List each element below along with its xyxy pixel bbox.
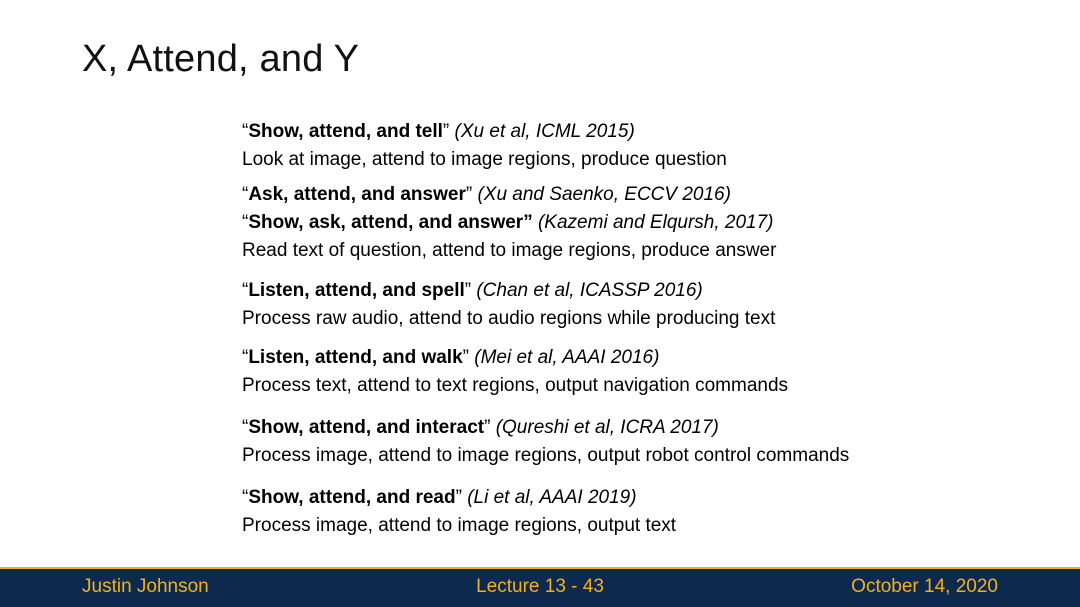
open-quote: “: [242, 184, 249, 205]
paper-description: Look at image, attend to image regions, produce question: [242, 149, 727, 170]
paper-heading: [242, 414, 849, 442]
open-quote: “: [242, 417, 249, 438]
paper-heading: [242, 118, 727, 146]
open-quote: “: [242, 121, 249, 142]
paper-entry: [242, 118, 727, 174]
paper-heading: [242, 181, 776, 209]
close-quote: ”: [462, 347, 469, 368]
paper-entry: [242, 181, 776, 265]
paper-name: Show, attend, and interact: [248, 417, 485, 438]
paper-description: Process raw audio, attend to audio regions while producing text: [242, 308, 776, 329]
paper-heading: [242, 344, 788, 372]
close-quote: ”: [484, 417, 491, 438]
paper-citation: (Kazemi and Elqursh, 2017): [537, 212, 774, 233]
open-quote: “: [242, 487, 249, 508]
footer-lecture: Lecture 13 - 43: [476, 576, 604, 597]
paper-description: Process image, attend to image regions, output robot control commands: [242, 445, 850, 466]
paper-name: Listen, attend, and spell: [248, 280, 465, 301]
paper-name: Ask, attend, and answer: [248, 184, 466, 205]
paper-heading: [242, 277, 775, 305]
paper-name: Listen, attend, and walk: [248, 347, 463, 368]
footer-date: October 14, 2020: [851, 576, 998, 597]
paper-name: Show, attend, and tell: [248, 121, 443, 142]
close-quote: ”: [455, 487, 462, 508]
paper-name: Show, ask, attend, and answer: [248, 212, 524, 233]
paper-heading: [242, 209, 776, 237]
close-quote: ”: [523, 212, 533, 233]
paper-name: Show, attend, and read: [248, 487, 456, 508]
paper-entry: [242, 414, 849, 470]
paper-heading: [242, 484, 676, 512]
paper-description: Process image, attend to image regions, output text: [242, 515, 677, 536]
open-quote: “: [242, 212, 249, 233]
paper-description: Process text, attend to text regions, output navigation commands: [242, 375, 789, 396]
paper-entry: [242, 484, 676, 540]
paper-citation: (Mei et al, AAAI 2016): [474, 347, 660, 368]
paper-citation: (Xu and Saenko, ECCV 2016): [477, 184, 731, 205]
close-quote: ”: [464, 280, 472, 301]
slide-title: X, Attend, and Y: [82, 38, 360, 80]
close-quote: ”: [465, 184, 473, 205]
paper-entry: [242, 277, 775, 333]
paper-citation: (Li et al, AAAI 2019): [467, 487, 637, 508]
paper-entry: [242, 344, 788, 400]
footer-author: Justin Johnson: [82, 576, 209, 597]
paper-citation: (Chan et al, ICASSP 2016): [476, 280, 703, 301]
paper-citation: (Xu et al, ICML 2015): [454, 121, 635, 142]
close-quote: ”: [442, 121, 450, 142]
paper-description: Read text of question, attend to image regions, produce answer: [242, 240, 777, 261]
open-quote: “: [242, 280, 249, 301]
slide-footer: [0, 567, 1080, 607]
paper-citation: (Qureshi et al, ICRA 2017): [495, 417, 719, 438]
open-quote: “: [242, 347, 249, 368]
